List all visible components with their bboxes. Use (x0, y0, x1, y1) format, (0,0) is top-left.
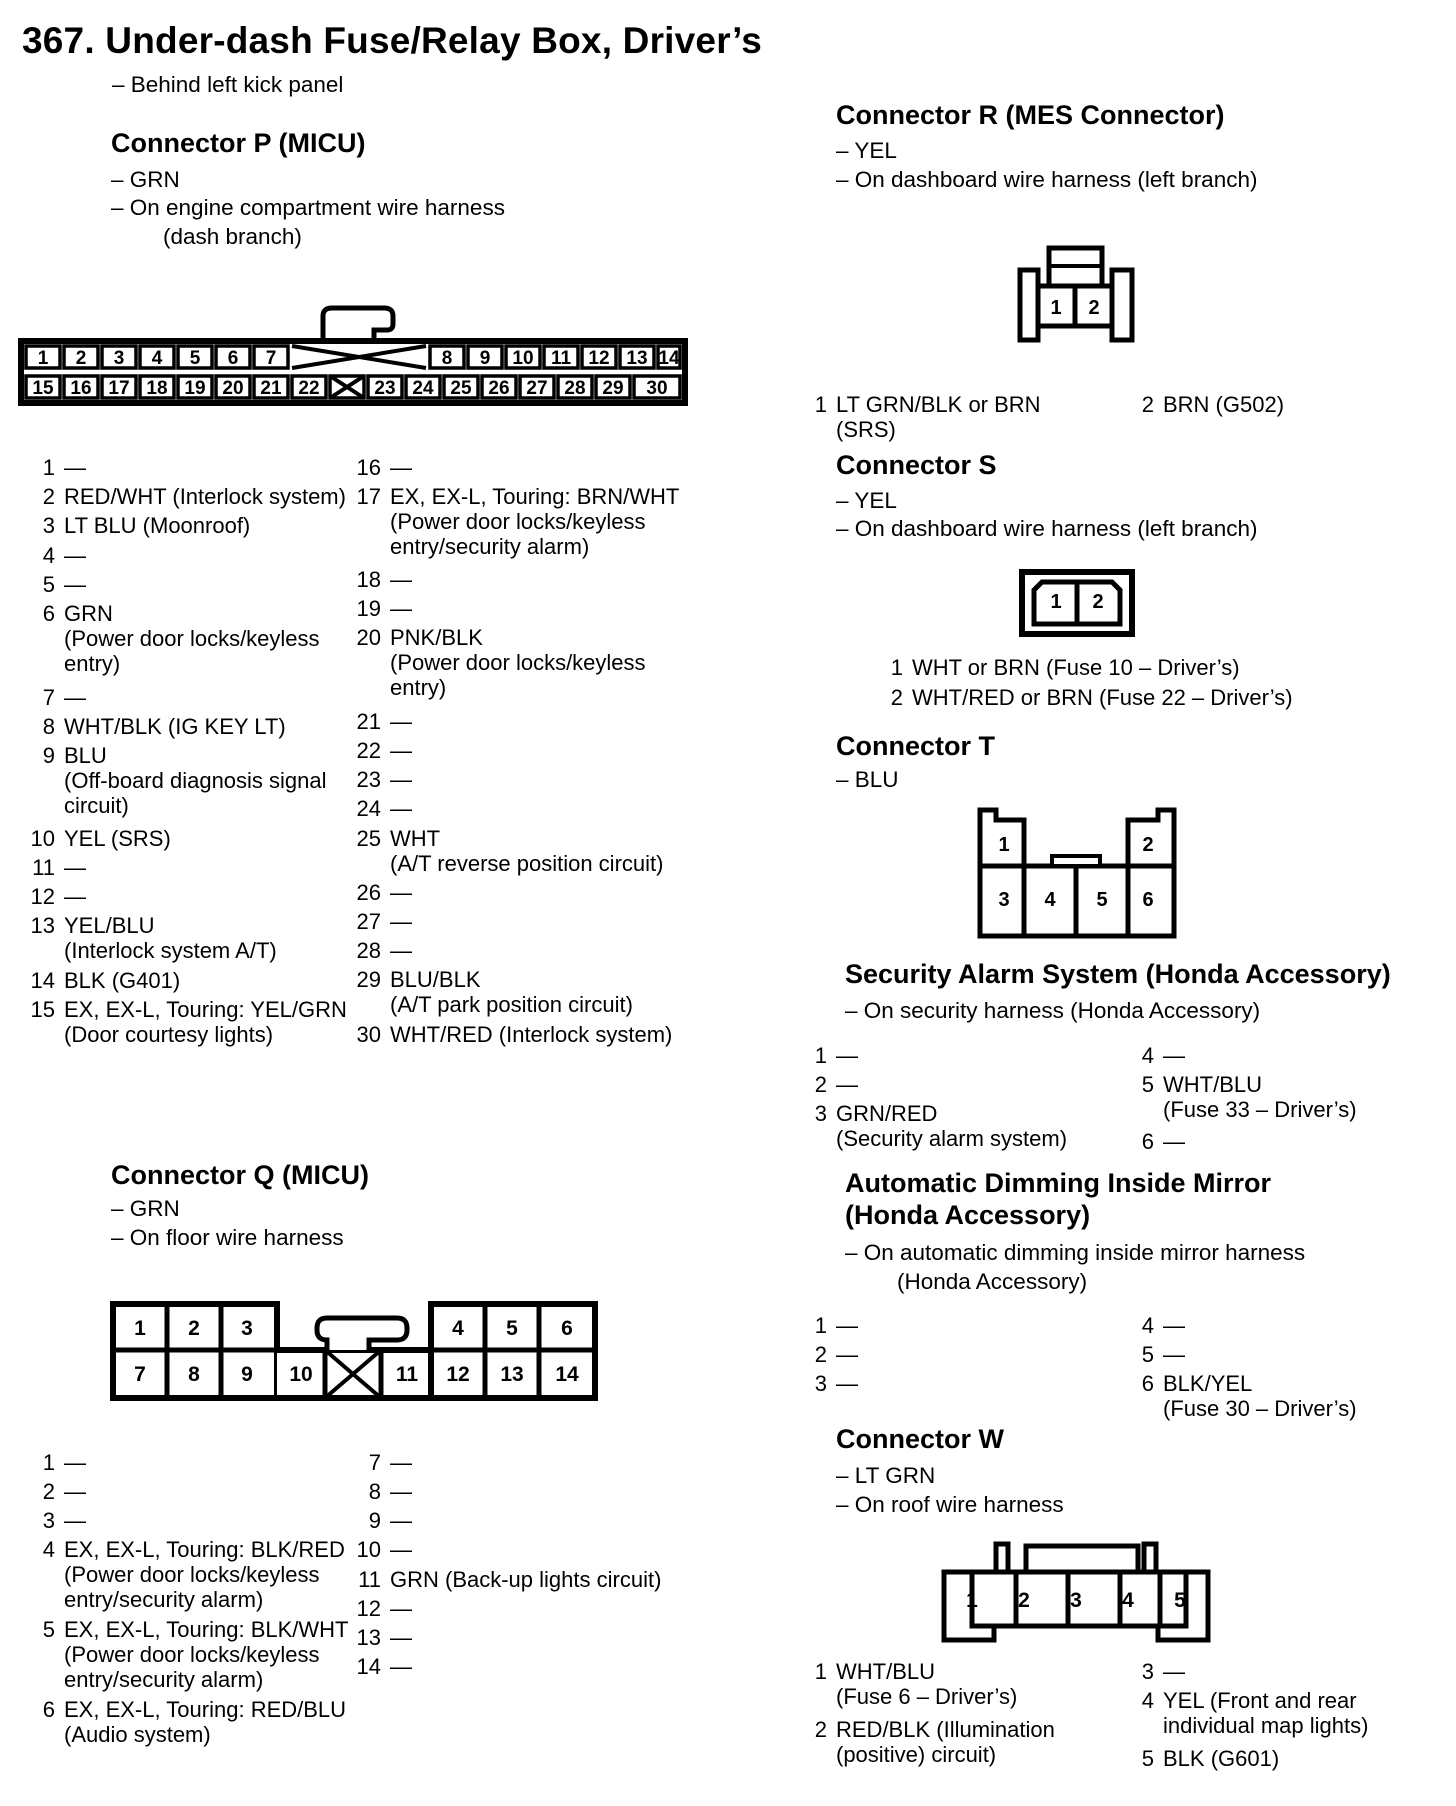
svg-text:1: 1 (1050, 297, 1062, 319)
svg-text:12: 12 (588, 348, 610, 369)
svg-text:22: 22 (298, 378, 320, 399)
connector-p-pin: 7 — (42, 685, 86, 710)
security-pin: 2 — (814, 1072, 858, 1097)
connector-q-pin: 12 — (356, 1596, 412, 1621)
svg-text:1: 1 (134, 1317, 146, 1340)
connector-p-pin: 22 — (356, 738, 412, 763)
svg-text:7: 7 (265, 348, 277, 369)
svg-text:3: 3 (241, 1317, 253, 1340)
svg-text:2: 2 (1092, 591, 1104, 613)
connector-p-pin: 18 — (356, 567, 412, 592)
svg-text:12: 12 (446, 1363, 470, 1386)
svg-text:30: 30 (646, 378, 668, 399)
connector-p-pin: 14 BLK (G401) (30, 968, 181, 993)
svg-text:8: 8 (441, 348, 453, 369)
connector-p-pin: 20 PNK/BLK (Power door locks/keyless entry) (356, 625, 646, 700)
connector-s-diagram (1018, 568, 1136, 640)
connector-p-pin: 8 WHT/BLK (IG KEY LT) (42, 714, 286, 739)
svg-text:28: 28 (564, 378, 586, 399)
svg-text:1: 1 (37, 348, 49, 369)
connector-p-pin: 12 — (30, 884, 86, 909)
svg-text:10: 10 (289, 1363, 313, 1386)
connector-w-heading: Connector W (836, 1424, 1004, 1454)
svg-text:14: 14 (555, 1363, 579, 1386)
svg-text:24: 24 (412, 378, 434, 399)
svg-text:2: 2 (1142, 834, 1154, 856)
connector-q-pin: 9 — (368, 1508, 412, 1533)
connector-p-pin: 28 — (356, 938, 412, 963)
svg-text:5: 5 (1096, 889, 1108, 911)
connector-q-color: – GRN (111, 1196, 180, 1221)
connector-w-pin: 5 BLK (G601) (1141, 1746, 1280, 1771)
svg-text:2: 2 (75, 348, 87, 369)
connector-p-heading: Connector P (MICU) (111, 128, 366, 158)
mirror-heading-sub: (Honda Accessory) (845, 1200, 1091, 1230)
svg-text:4: 4 (1044, 889, 1056, 911)
connector-p-pin: 25 WHT (A/T reverse position circuit) (356, 826, 664, 876)
svg-text:27: 27 (526, 378, 548, 399)
connector-r-pin: 1 LT GRN/BLK or BRN (SRS) (814, 392, 1041, 442)
connector-w-pin: 4 YEL (Front and rear individual map lights) (1141, 1688, 1369, 1738)
connector-p-pin: 27 — (356, 909, 412, 934)
svg-text:11: 11 (395, 1363, 419, 1386)
connector-p-pin: 26 — (356, 880, 412, 905)
connector-p-pin: 11 — (32, 855, 86, 880)
svg-text:25: 25 (450, 378, 472, 399)
connector-q-diagram (110, 1300, 598, 1404)
connector-w-color: – LT GRN (836, 1463, 936, 1488)
mirror-harness: – On automatic dimming inside mirror harness (845, 1240, 1306, 1265)
connector-r-diagram (1014, 242, 1138, 346)
security-pin: 4 — (1141, 1043, 1185, 1068)
connector-q-latch (317, 1318, 407, 1350)
svg-text:20: 20 (222, 378, 244, 399)
connector-r-color: – YEL (836, 138, 897, 163)
mirror-pin: 5 — (1141, 1342, 1185, 1367)
connector-p-pin: 16 — (356, 455, 412, 480)
security-pin: 1 — (814, 1043, 858, 1068)
svg-text:26: 26 (488, 378, 510, 399)
connector-q-pin: 13 — (356, 1625, 412, 1650)
connector-w-pin: 3 — (1141, 1659, 1185, 1684)
connector-r-heading: Connector R (MES Connector) (836, 100, 1225, 130)
page-title: 367. Under-dash Fuse/Relay Box, Driver’s (22, 20, 763, 61)
connector-p-pin: 5 — (42, 572, 86, 597)
connector-q-heading: Connector Q (MICU) (111, 1160, 369, 1190)
connector-r-harness: – On dashboard wire harness (left branch) (836, 167, 1258, 192)
svg-text:3: 3 (1070, 1589, 1082, 1612)
connector-p-pin: 21 — (356, 709, 412, 734)
svg-text:17: 17 (108, 378, 130, 399)
connector-q-pin: 11 GRN (Back-up lights circuit) (358, 1567, 662, 1592)
svg-text:15: 15 (32, 378, 54, 399)
connector-p-pin: 23 — (356, 767, 412, 792)
connector-q-pin: 14 — (356, 1654, 412, 1679)
connector-s-heading: Connector S (836, 450, 997, 480)
connector-p-color: – GRN (111, 167, 180, 192)
svg-text:8: 8 (188, 1363, 200, 1386)
svg-text:5: 5 (506, 1317, 518, 1340)
svg-text:2: 2 (1088, 297, 1100, 319)
mirror-heading: Automatic Dimming Inside Mirror (845, 1168, 1272, 1198)
svg-text:6: 6 (561, 1317, 573, 1340)
mirror-pin: 2 — (814, 1342, 858, 1367)
svg-text:6: 6 (227, 348, 239, 369)
connector-p-pin: 1 — (42, 455, 86, 480)
connector-p-harness-branch: (dash branch) (163, 224, 302, 249)
svg-text:1: 1 (998, 834, 1010, 856)
mirror-harness-sub: (Honda Accessory) (897, 1269, 1088, 1294)
connector-t-heading: Connector T (836, 731, 995, 761)
mirror-pin: 1 — (814, 1313, 858, 1338)
connector-s-harness: – On dashboard wire harness (left branch) (836, 516, 1258, 541)
security-heading: Security Alarm System (Honda Accessory) (845, 959, 1391, 989)
connector-t-diagram (976, 806, 1178, 940)
connector-p-pin: 6 GRN (Power door locks/keyless entry) (42, 601, 320, 676)
connector-w-pin: 1 WHT/BLU (Fuse 6 – Driver’s) (814, 1659, 1018, 1709)
location-note: – Behind left kick panel (112, 72, 344, 97)
svg-text:1: 1 (1050, 591, 1062, 613)
connector-q-pin: 6 EX, EX-L, Touring: RED/BLU (Audio system) (42, 1697, 347, 1747)
connector-q-pin: 4 EX, EX-L, Touring: BLK/RED (Power door locks/keyless entry/security alarm) (42, 1537, 345, 1612)
security-pin: 5 WHT/BLU (Fuse 33 – Driver’s) (1141, 1072, 1357, 1122)
connector-p-pin: 15 EX, EX-L, Touring: YEL/GRN (Door courtesy lights) (30, 997, 347, 1047)
svg-text:16: 16 (70, 378, 92, 399)
connector-q-pin: 8 — (368, 1479, 412, 1504)
svg-text:18: 18 (146, 378, 168, 399)
svg-text:2: 2 (1018, 1589, 1030, 1612)
connector-p-pin: 29 BLU/BLK (A/T park position circuit) (356, 967, 633, 1017)
connector-p-pin: 3 LT BLU (Moonroof) (42, 513, 251, 538)
connector-r-pin: 2 BRN (G502) (1141, 392, 1285, 417)
connector-s-color: – YEL (836, 488, 897, 513)
svg-text:3: 3 (998, 889, 1010, 911)
connector-q-pin: 7 — (368, 1450, 412, 1475)
svg-text:7: 7 (134, 1363, 146, 1386)
connector-p-pin: 10 YEL (SRS) (30, 826, 171, 851)
svg-text:5: 5 (1174, 1589, 1186, 1612)
connector-s-pin: 2 WHT/RED or BRN (Fuse 22 – Driver’s) (890, 685, 1293, 710)
connector-t-color: – BLU (836, 767, 899, 792)
connector-p-pin: 4 — (42, 543, 86, 568)
mirror-pin: 6 BLK/YEL (Fuse 30 – Driver’s) (1141, 1371, 1357, 1421)
svg-text:9: 9 (479, 348, 491, 369)
mirror-pin: 3 — (814, 1371, 858, 1396)
svg-text:29: 29 (602, 378, 624, 399)
security-pin: 3 GRN/RED (Security alarm system) (814, 1101, 1068, 1151)
connector-w-pin: 2 RED/BLK (Illumination (positive) circuit) (814, 1717, 1055, 1767)
svg-text:21: 21 (260, 378, 282, 399)
svg-text:4: 4 (1122, 1589, 1134, 1612)
svg-text:19: 19 (184, 378, 206, 399)
svg-text:2: 2 (188, 1317, 200, 1340)
connector-q-pin: 10 — (356, 1537, 412, 1562)
connector-p-diagram (18, 300, 688, 410)
connector-q-pin: 2 — (42, 1479, 86, 1504)
svg-text:9: 9 (241, 1363, 253, 1386)
svg-text:10: 10 (512, 348, 534, 369)
connector-p-pin: 30 WHT/RED (Interlock system) (356, 1022, 673, 1047)
svg-text:11: 11 (550, 348, 572, 369)
svg-text:1: 1 (966, 1589, 978, 1612)
security-pin: 6 — (1141, 1129, 1185, 1154)
connector-s-pin: 1 WHT or BRN (Fuse 10 – Driver’s) (890, 655, 1240, 680)
connector-p-pin: 13 YEL/BLU (Interlock system A/T) (30, 913, 277, 963)
svg-text:3: 3 (113, 348, 125, 369)
connector-p-pin: 24 — (356, 796, 412, 821)
svg-text:13: 13 (500, 1363, 524, 1386)
svg-text:5: 5 (189, 348, 201, 369)
mirror-pin: 4 — (1141, 1313, 1185, 1338)
svg-text:4: 4 (452, 1317, 464, 1340)
svg-text:14: 14 (658, 348, 680, 369)
svg-text:23: 23 (374, 378, 396, 399)
connector-p-pin: 19 — (356, 596, 412, 621)
connector-p-harness: – On engine compartment wire harness (111, 195, 505, 220)
connector-q-pin: 3 — (42, 1508, 86, 1533)
connector-p-pin: 17 EX, EX-L, Touring: BRN/WHT (Power door locks/keyless entry/security alarm) (356, 484, 680, 559)
connector-p-pin: 2 RED/WHT (Interlock system) (42, 484, 346, 509)
connector-q-pin: 5 EX, EX-L, Touring: BLK/WHT (Power door locks/keyless entry/security alarm) (42, 1617, 349, 1692)
connector-q-pin: 1 — (42, 1450, 86, 1475)
svg-text:4: 4 (151, 348, 163, 369)
svg-text:13: 13 (626, 348, 648, 369)
connector-q-harness: – On floor wire harness (111, 1225, 344, 1250)
svg-text:6: 6 (1142, 889, 1154, 911)
connector-w-harness: – On roof wire harness (836, 1492, 1064, 1517)
security-harness: – On security harness (Honda Accessory) (845, 998, 1261, 1023)
connector-p-pin: 9 BLU (Off-board diagnosis signal circuit) (42, 743, 327, 818)
connector-w-diagram (940, 1540, 1212, 1646)
